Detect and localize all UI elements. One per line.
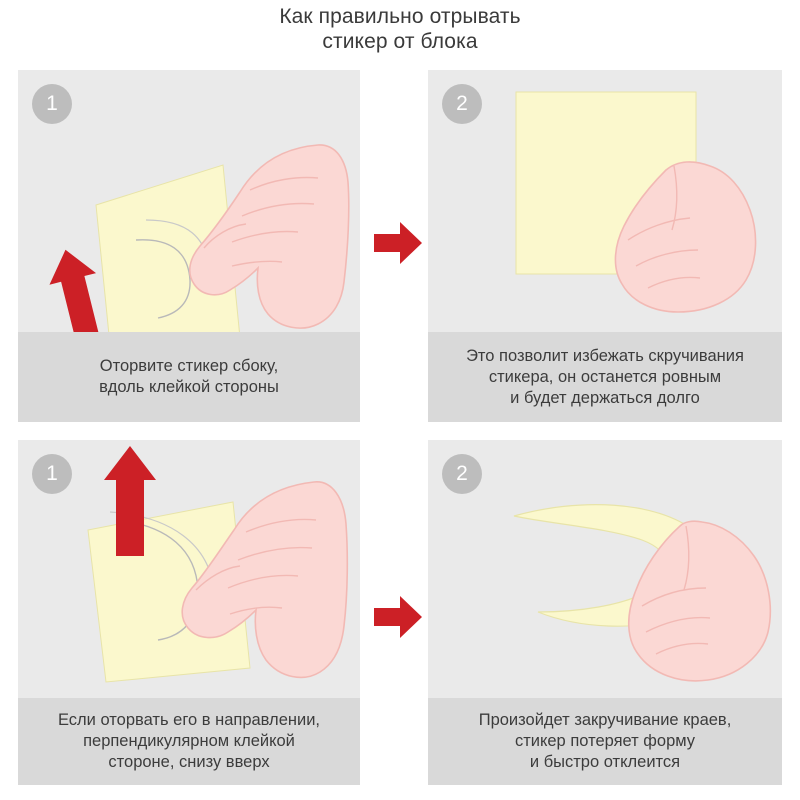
caption-line: Если оторвать его в направлении,: [57, 711, 320, 729]
flow-arrow-top-icon: [374, 222, 422, 264]
panel-correct-step-2-caption: [428, 332, 782, 422]
flow-arrow-bottom-icon: [374, 596, 422, 638]
page-title-line-2: стикер от блока: [322, 30, 478, 53]
panel-wrong-step-1: [18, 440, 360, 785]
panel-correct-step-1-caption: [18, 332, 360, 422]
panel-wrong-step-1-caption: [18, 698, 360, 785]
step-badge-1-correct: 1: [32, 84, 72, 124]
caption-line: стикера, он останется ровным: [488, 367, 722, 386]
caption-line: и быстро отклеится: [529, 753, 681, 771]
caption-line: и будет держаться долго: [510, 388, 700, 407]
step-badge-2-correct: 2: [442, 84, 482, 124]
caption-line: Оторвите стикер сбоку,: [99, 357, 279, 375]
caption-line: стикер потеряет форму: [514, 732, 696, 750]
panel-wrong-step-2-caption: [428, 698, 782, 785]
panel-wrong-step-2: [428, 440, 782, 785]
caption-line: Произойдет закручивание краев,: [478, 711, 732, 729]
page-title: [0, 4, 800, 54]
step-badge-2-wrong: 2: [442, 454, 482, 494]
caption-line: перпендикулярном клейкой: [83, 732, 295, 750]
page-title-line-1: Как правильно отрывать: [279, 5, 521, 28]
caption-line: вдоль клейкой стороны: [99, 378, 279, 396]
step-badge-1-wrong: 1: [32, 454, 72, 494]
caption-line: Это позволит избежать скручивания: [466, 346, 744, 365]
panel-correct-step-1: [18, 70, 360, 422]
caption-line: стороне, снизу вверх: [108, 753, 270, 771]
panel-correct-step-2: [428, 70, 782, 422]
